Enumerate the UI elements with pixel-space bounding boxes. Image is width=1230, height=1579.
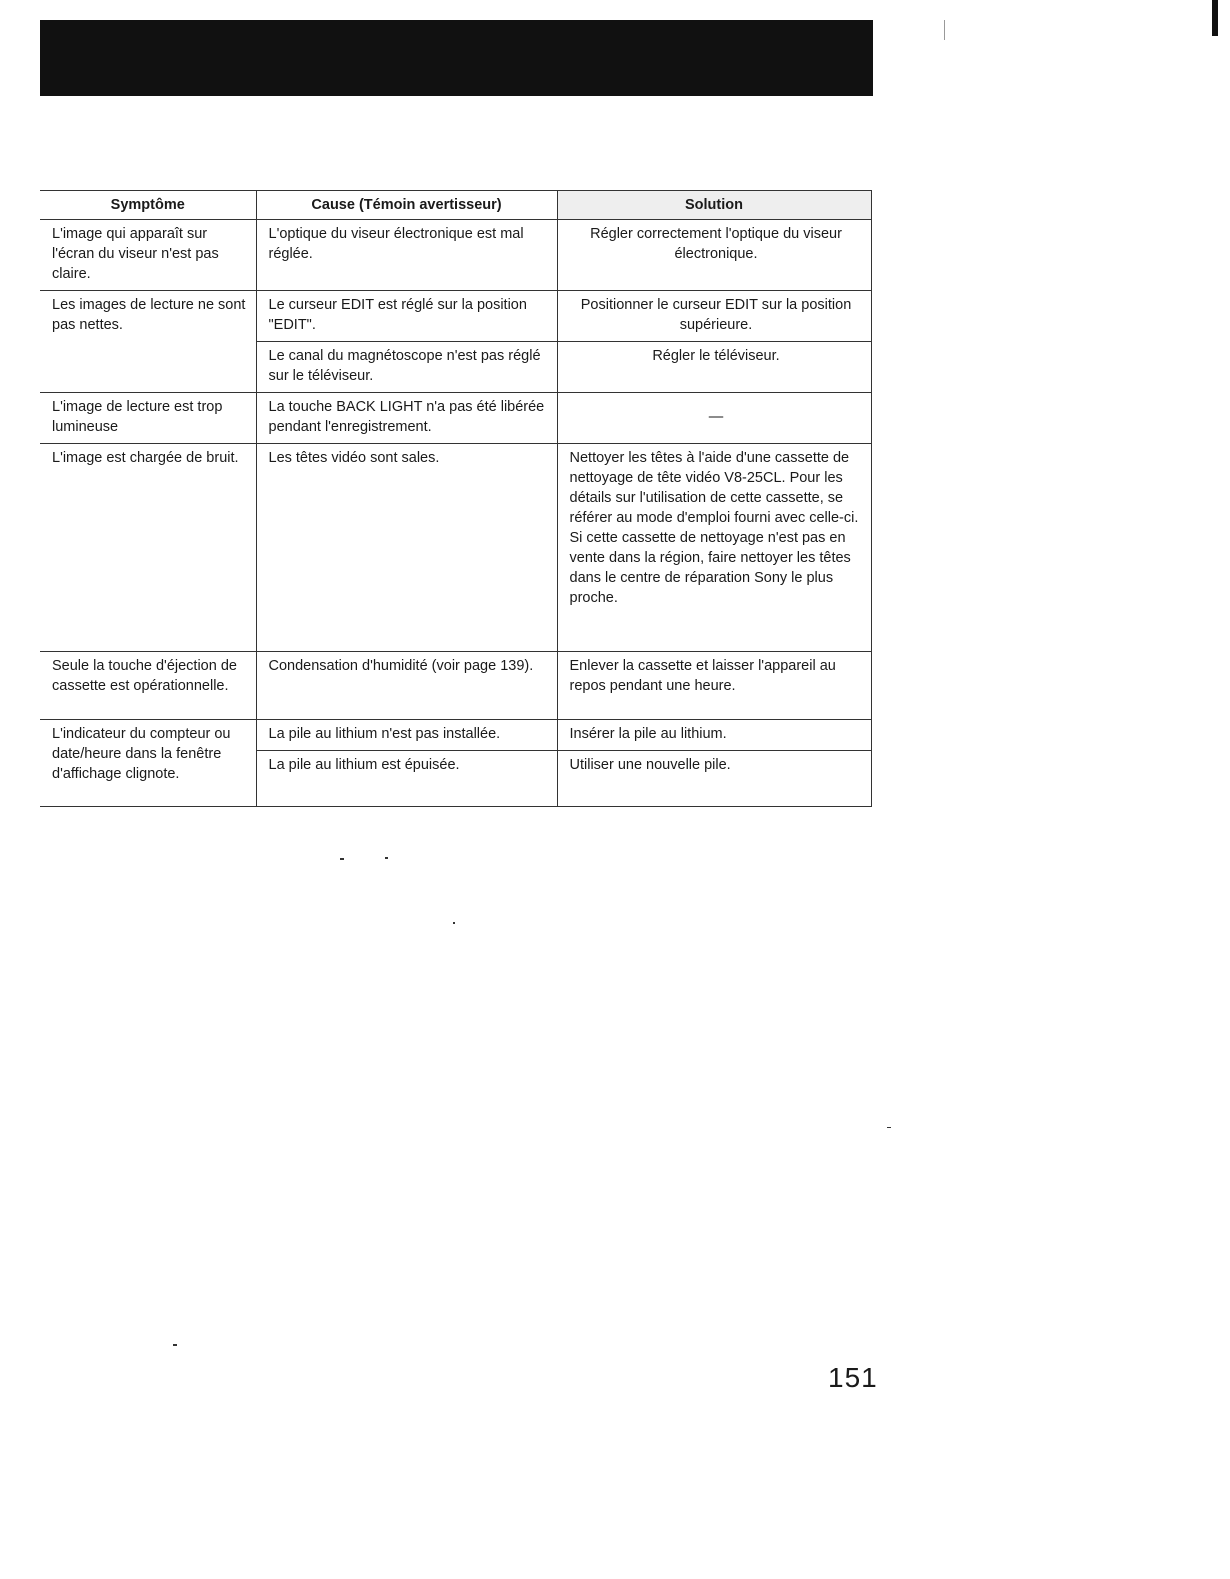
scan-speck [340,858,344,860]
solution-cell: Régler le téléviseur. [557,342,871,393]
header-bar [40,20,873,96]
solution-cell: Enlever la cassette et laisser l'appareil au repos pendant une heure. [557,652,871,720]
symptom-cell: L'image est chargée de bruit. [40,444,256,652]
cause-cell: Le canal du magnétoscope n'est pas réglé sur le téléviseur. [256,342,557,393]
symptom-cell: L'image de lecture est trop lumineuse [40,393,256,444]
cause-cell: La pile au lithium n'est pas installée. [256,720,557,751]
solution-cell: Régler correctement l'optique du viseur électronique. [557,220,871,291]
table-row [40,291,871,342]
symptom-cell: L'indicateur du compteur ou date/heure dans la fenêtre d'affichage clignote. [40,720,256,807]
table-row [40,652,871,720]
symptom-cell: Les images de lecture ne sont pas nettes. [40,291,256,393]
table-row [40,720,871,751]
page-number: 151 [828,1362,878,1393]
table-row [40,444,871,652]
edge-mark [1212,0,1218,36]
table-row [40,220,871,291]
header-symptom: Symptôme [40,191,256,220]
table-row [40,393,871,444]
header-solution: Solution [557,191,871,220]
cause-cell: Le curseur EDIT est réglé sur la position "EDIT". [256,291,557,342]
symptom-cell: Seule la touche d'éjection de cassette est opérationnelle. [40,652,256,720]
solution-cell: Positionner le curseur EDIT sur la position supérieure. [557,291,871,342]
symptom-cell: L'image qui apparaît sur l'écran du viseur n'est pas claire. [40,220,256,291]
cause-cell: L'optique du viseur électronique est mal réglée. [256,220,557,291]
cause-cell: Condensation d'humidité (voir page 139). [256,652,557,720]
cause-cell: Les têtes vidéo sont sales. [256,444,557,652]
cause-cell: La pile au lithium est épuisée. [256,751,557,807]
solution-cell: Nettoyer les têtes à l'aide d'une cassette de nettoyage de tête vidéo V8-25CL. Pour les détails sur l'utilisation de cette cassette, se référer au mode d'emploi fourni avec celle-ci. Si cette cassette de nettoyage n'est pas en vente dans la région, faire nettoyer les têtes dans le centre de réparation Sony le plus proche. [557,444,871,652]
solution-cell: Insérer la pile au lithium. [557,720,871,751]
scan-speck [173,1344,177,1346]
solution-cell: — [557,393,871,444]
edge-tick [944,20,945,40]
scan-speck [453,922,455,924]
solution-cell: Utiliser une nouvelle pile. [557,751,871,807]
header-cause: Cause (Témoin avertisseur) [256,191,557,220]
troubleshooting-table [40,190,872,807]
scan-speck [385,857,388,859]
scan-speck [887,1127,891,1128]
cause-cell: La touche BACK LIGHT n'a pas été libérée pendant l'enregistrement. [256,393,557,444]
table-header-row [40,191,871,220]
